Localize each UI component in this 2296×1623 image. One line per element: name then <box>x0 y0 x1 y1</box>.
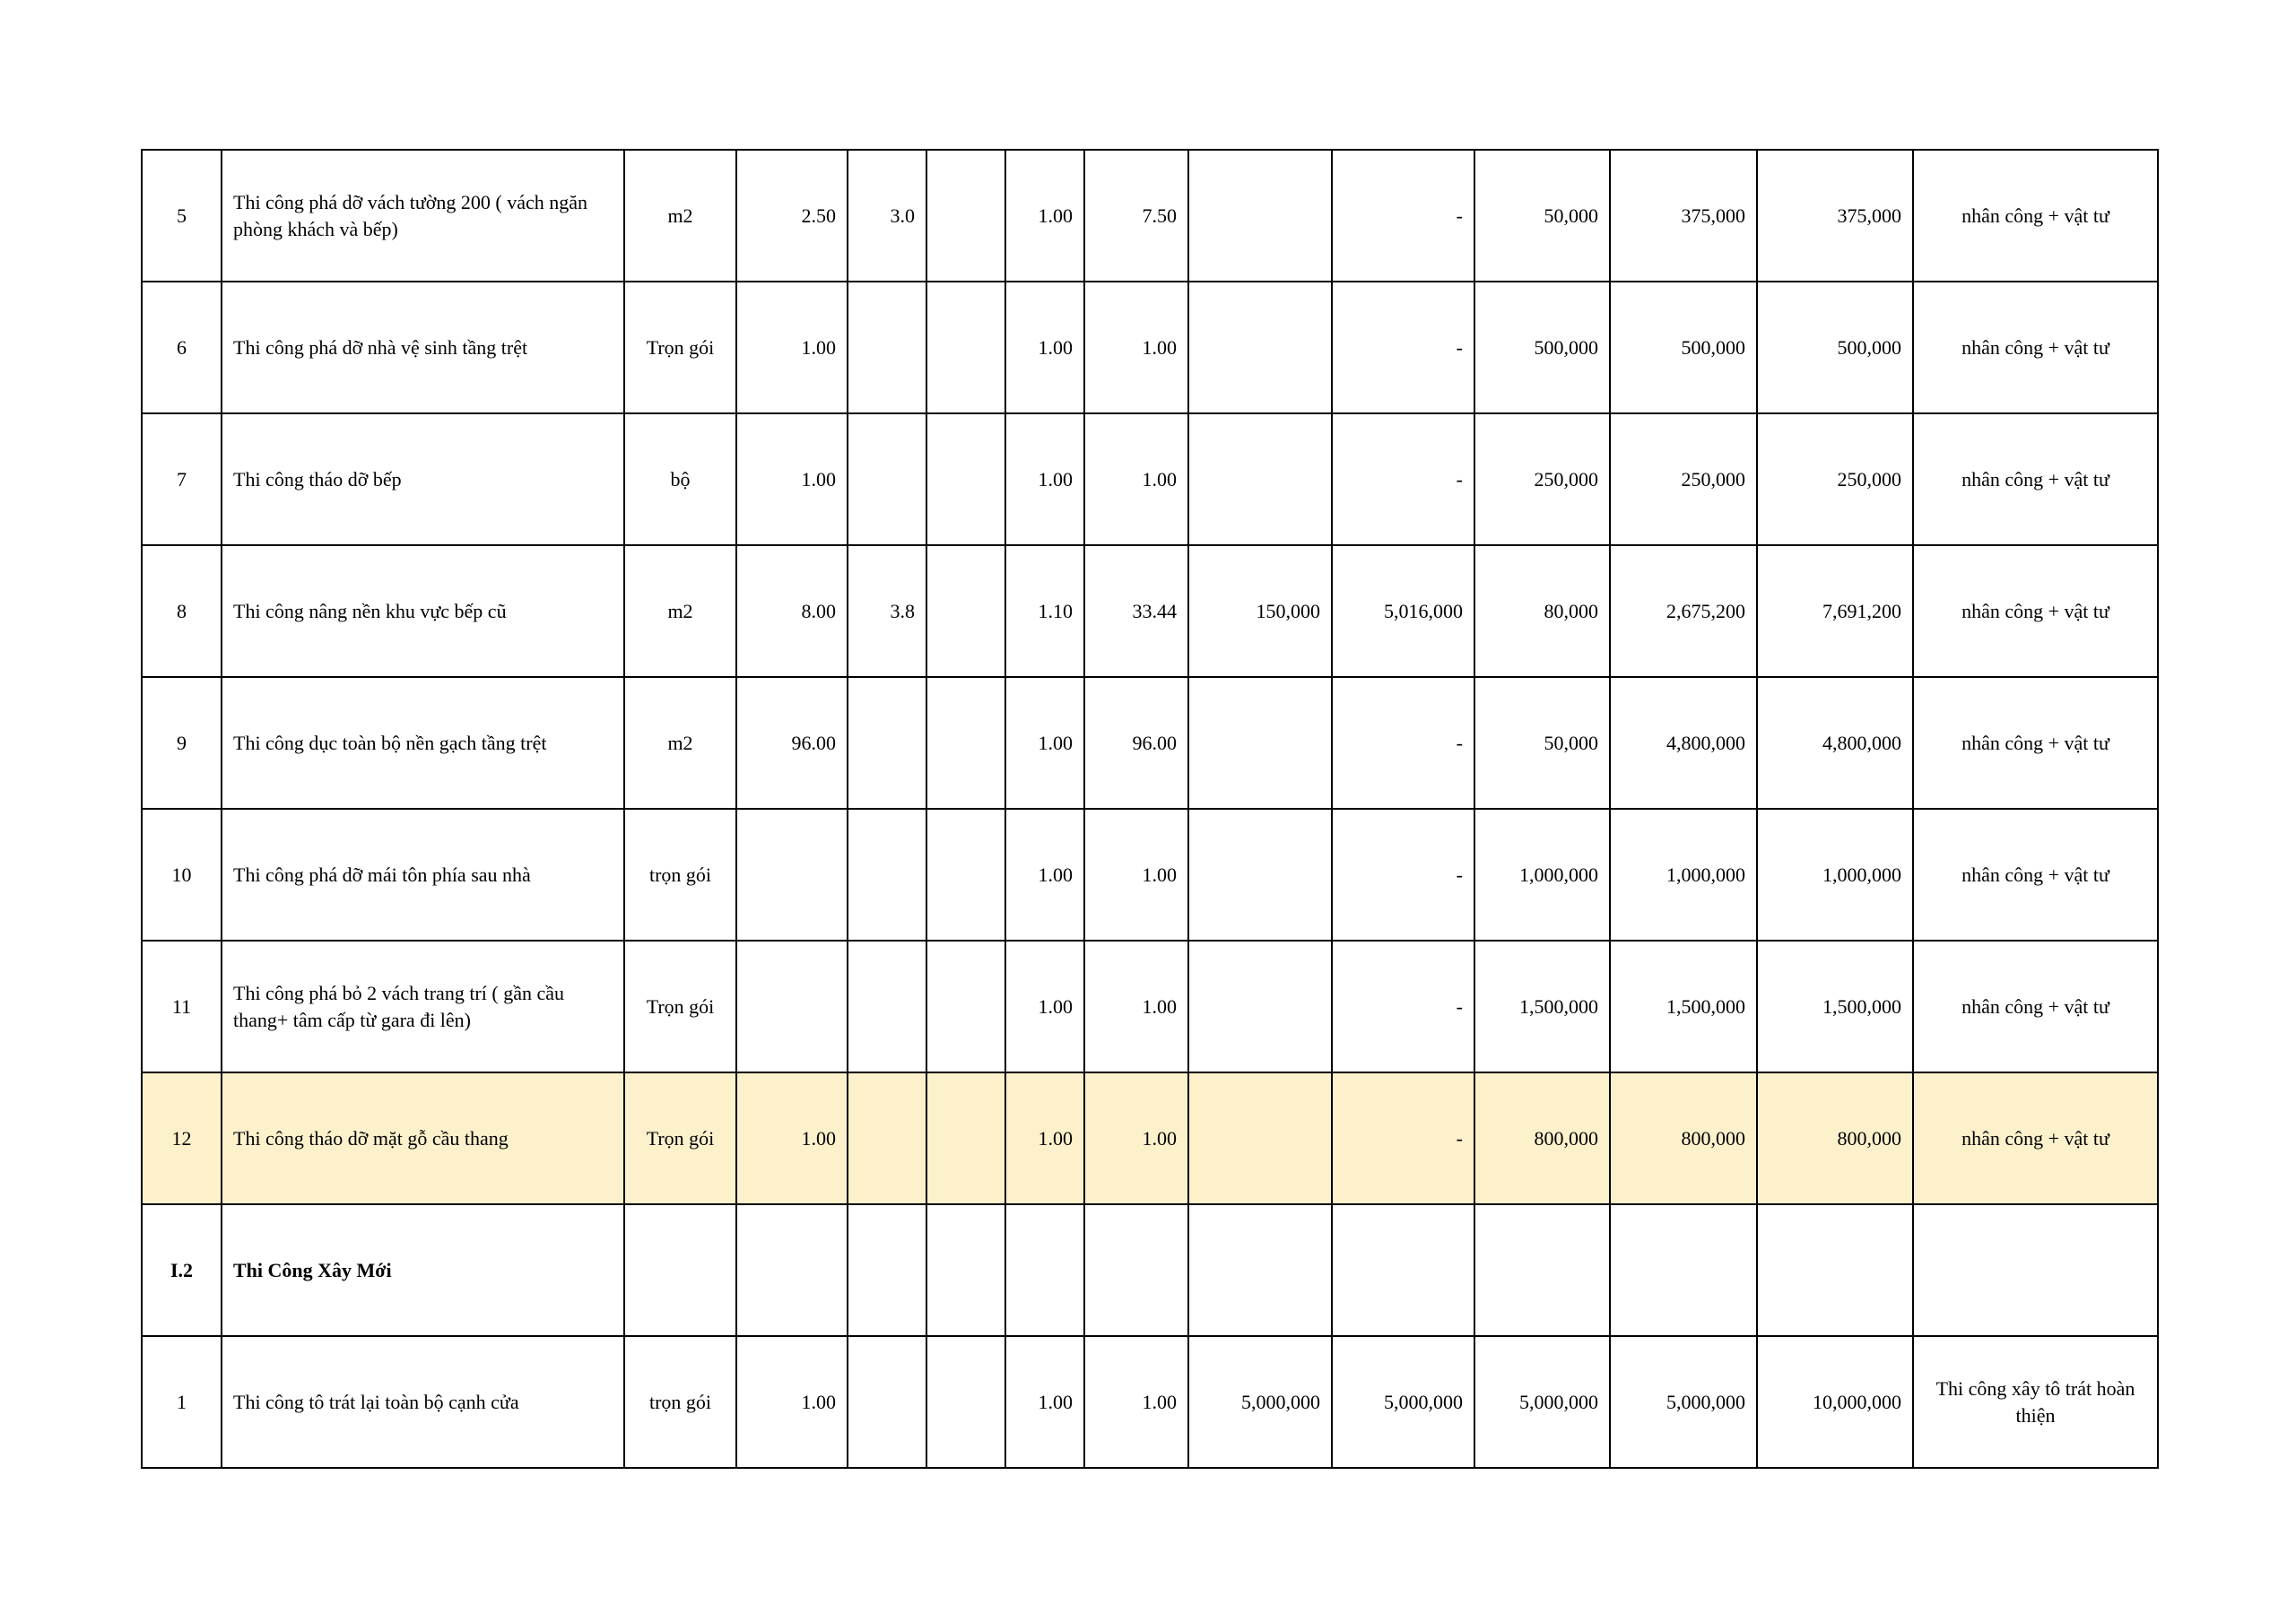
table-row <box>142 545 2158 677</box>
cell-material-price <box>1188 941 1332 1072</box>
cell-dim-2 <box>848 941 926 1072</box>
cell-material-price <box>1188 677 1332 809</box>
cell-dim-1 <box>736 941 848 1072</box>
cell-description: Thi công dục toàn bộ nền gạch tầng trệt <box>222 677 624 809</box>
cell-material-price <box>1188 1204 1332 1336</box>
cell-dim-3 <box>926 413 1005 545</box>
cell-material-price <box>1188 150 1332 282</box>
table-row <box>142 941 2158 1072</box>
cell-dim-3 <box>926 677 1005 809</box>
cell-no: 11 <box>142 941 222 1072</box>
cell-dim-1: 8.00 <box>736 545 848 677</box>
cell-labor-total: 1,500,000 <box>1610 941 1757 1072</box>
cell-description: Thi công nâng nền khu vực bếp cũ <box>222 545 624 677</box>
cell-total: 250,000 <box>1757 413 1913 545</box>
cell-unit: m2 <box>624 677 736 809</box>
cell-material-total: - <box>1332 941 1474 1072</box>
cell-unit: Trọn gói <box>624 1072 736 1204</box>
cell-description: Thi công phá dỡ nhà vệ sinh tầng trệt <box>222 282 624 413</box>
cell-labor-price: 1,500,000 <box>1474 941 1610 1072</box>
cell-quantity: 1.00 <box>1084 413 1188 545</box>
cost-estimate-table <box>141 149 2159 1469</box>
cell-description: Thi công tháo dỡ bếp <box>222 413 624 545</box>
cell-note: nhân công + vật tư <box>1913 809 2158 941</box>
cell-coefficient: 1.00 <box>1005 1072 1084 1204</box>
cell-no: 5 <box>142 150 222 282</box>
cell-dim-1: 2.50 <box>736 150 848 282</box>
table-row <box>142 150 2158 282</box>
cell-labor-total <box>1610 1204 1757 1336</box>
cell-unit: Trọn gói <box>624 282 736 413</box>
cell-description: Thi công phá bỏ 2 vách trang trí ( gần cầu thang+ tâm cấp từ gara đi lên) <box>222 941 624 1072</box>
cell-dim-3 <box>926 1072 1005 1204</box>
cell-dim-2: 3.0 <box>848 150 926 282</box>
cell-note <box>1913 1204 2158 1336</box>
cell-coefficient: 1.00 <box>1005 150 1084 282</box>
cell-quantity: 33.44 <box>1084 545 1188 677</box>
cell-dim-2 <box>848 1204 926 1336</box>
cell-dim-2 <box>848 282 926 413</box>
cell-coefficient: 1.00 <box>1005 809 1084 941</box>
cell-material-total: - <box>1332 413 1474 545</box>
cell-dim-1: 1.00 <box>736 413 848 545</box>
cell-material-total: - <box>1332 150 1474 282</box>
cell-no: 7 <box>142 413 222 545</box>
table-row-highlighted <box>142 1072 2158 1204</box>
cell-material-price <box>1188 809 1332 941</box>
cell-coefficient: 1.00 <box>1005 1336 1084 1468</box>
cell-no: 6 <box>142 282 222 413</box>
cell-total: 500,000 <box>1757 282 1913 413</box>
cell-dim-1: 96.00 <box>736 677 848 809</box>
cell-note: nhân công + vật tư <box>1913 282 2158 413</box>
cell-dim-2: 3.8 <box>848 545 926 677</box>
cell-labor-total: 500,000 <box>1610 282 1757 413</box>
cell-unit: bộ <box>624 413 736 545</box>
cell-dim-3 <box>926 545 1005 677</box>
cell-dim-3 <box>926 1336 1005 1468</box>
cell-unit: m2 <box>624 545 736 677</box>
cell-labor-total: 2,675,200 <box>1610 545 1757 677</box>
cell-unit <box>624 1204 736 1336</box>
cell-no: 1 <box>142 1336 222 1468</box>
cell-total: 4,800,000 <box>1757 677 1913 809</box>
cell-labor-total: 4,800,000 <box>1610 677 1757 809</box>
cell-material-price <box>1188 413 1332 545</box>
section-header-row <box>142 1204 2158 1336</box>
cell-dim-1: 1.00 <box>736 1072 848 1204</box>
cell-dim-1: 1.00 <box>736 1336 848 1468</box>
cell-material-price <box>1188 1072 1332 1204</box>
cell-dim-3 <box>926 150 1005 282</box>
cell-no: 12 <box>142 1072 222 1204</box>
cell-description: Thi công phá dỡ vách tường 200 ( vách ngăn phòng khách và bếp) <box>222 150 624 282</box>
cell-labor-price: 50,000 <box>1474 150 1610 282</box>
cell-total: 7,691,200 <box>1757 545 1913 677</box>
cell-material-price: 5,000,000 <box>1188 1336 1332 1468</box>
cell-total: 10,000,000 <box>1757 1336 1913 1468</box>
cell-quantity: 1.00 <box>1084 282 1188 413</box>
cell-dim-3 <box>926 282 1005 413</box>
cell-quantity: 1.00 <box>1084 809 1188 941</box>
cell-dim-3 <box>926 809 1005 941</box>
cell-dim-3 <box>926 1204 1005 1336</box>
cell-coefficient: 1.00 <box>1005 282 1084 413</box>
cell-total <box>1757 1204 1913 1336</box>
section-title: Thi Công Xây Mới <box>222 1204 624 1336</box>
cell-quantity: 7.50 <box>1084 150 1188 282</box>
cell-dim-2 <box>848 1336 926 1468</box>
cell-total: 375,000 <box>1757 150 1913 282</box>
cell-material-total: - <box>1332 677 1474 809</box>
cell-labor-total: 5,000,000 <box>1610 1336 1757 1468</box>
cell-dim-2 <box>848 677 926 809</box>
cell-labor-total: 250,000 <box>1610 413 1757 545</box>
cell-labor-price: 250,000 <box>1474 413 1610 545</box>
cell-note: nhân công + vật tư <box>1913 677 2158 809</box>
cell-material-total: - <box>1332 282 1474 413</box>
cell-quantity: 1.00 <box>1084 1336 1188 1468</box>
cell-dim-1 <box>736 1204 848 1336</box>
cell-material-price: 150,000 <box>1188 545 1332 677</box>
cell-total: 800,000 <box>1757 1072 1913 1204</box>
cell-description: Thi công phá dỡ mái tôn phía sau nhà <box>222 809 624 941</box>
cell-no: 9 <box>142 677 222 809</box>
cell-dim-1 <box>736 809 848 941</box>
cell-dim-2 <box>848 413 926 545</box>
cell-labor-price: 1,000,000 <box>1474 809 1610 941</box>
cell-labor-total: 1,000,000 <box>1610 809 1757 941</box>
cell-dim-1: 1.00 <box>736 282 848 413</box>
cell-note: nhân công + vật tư <box>1913 413 2158 545</box>
section-number: I.2 <box>142 1204 222 1336</box>
cell-coefficient: 1.00 <box>1005 677 1084 809</box>
table-row <box>142 282 2158 413</box>
cell-note: nhân công + vật tư <box>1913 1072 2158 1204</box>
table-row <box>142 677 2158 809</box>
cell-material-total: 5,000,000 <box>1332 1336 1474 1468</box>
table-row <box>142 809 2158 941</box>
cell-coefficient <box>1005 1204 1084 1336</box>
cell-unit: m2 <box>624 150 736 282</box>
cell-unit: Trọn gói <box>624 941 736 1072</box>
cell-note: nhân công + vật tư <box>1913 545 2158 677</box>
cell-quantity <box>1084 1204 1188 1336</box>
cell-material-price <box>1188 282 1332 413</box>
cell-note: nhân công + vật tư <box>1913 941 2158 1072</box>
cell-material-total: - <box>1332 1072 1474 1204</box>
cell-total: 1,000,000 <box>1757 809 1913 941</box>
cell-quantity: 1.00 <box>1084 1072 1188 1204</box>
table-row <box>142 1336 2158 1468</box>
cell-dim-2 <box>848 809 926 941</box>
cell-description: Thi công tháo dỡ mặt gỗ cầu thang <box>222 1072 624 1204</box>
cell-coefficient: 1.00 <box>1005 413 1084 545</box>
cell-no: 8 <box>142 545 222 677</box>
cell-labor-total: 375,000 <box>1610 150 1757 282</box>
cell-coefficient: 1.10 <box>1005 545 1084 677</box>
cell-unit: trọn gói <box>624 1336 736 1468</box>
cell-description: Thi công tô trát lại toàn bộ cạnh cửa <box>222 1336 624 1468</box>
cell-dim-2 <box>848 1072 926 1204</box>
cell-material-total: - <box>1332 809 1474 941</box>
cell-labor-price <box>1474 1204 1610 1336</box>
cell-no: 10 <box>142 809 222 941</box>
cell-quantity: 1.00 <box>1084 941 1188 1072</box>
cell-dim-3 <box>926 941 1005 1072</box>
cell-coefficient: 1.00 <box>1005 941 1084 1072</box>
cell-labor-total: 800,000 <box>1610 1072 1757 1204</box>
cell-note: Thi công xây tô trát hoàn thiện <box>1913 1336 2158 1468</box>
table-row <box>142 413 2158 545</box>
cell-labor-price: 500,000 <box>1474 282 1610 413</box>
cell-note: nhân công + vật tư <box>1913 150 2158 282</box>
cell-labor-price: 80,000 <box>1474 545 1610 677</box>
cell-labor-price: 5,000,000 <box>1474 1336 1610 1468</box>
cell-labor-price: 800,000 <box>1474 1072 1610 1204</box>
cell-labor-price: 50,000 <box>1474 677 1610 809</box>
cell-material-total <box>1332 1204 1474 1336</box>
cell-unit: trọn gói <box>624 809 736 941</box>
cell-total: 1,500,000 <box>1757 941 1913 1072</box>
cell-material-total: 5,016,000 <box>1332 545 1474 677</box>
cell-quantity: 96.00 <box>1084 677 1188 809</box>
